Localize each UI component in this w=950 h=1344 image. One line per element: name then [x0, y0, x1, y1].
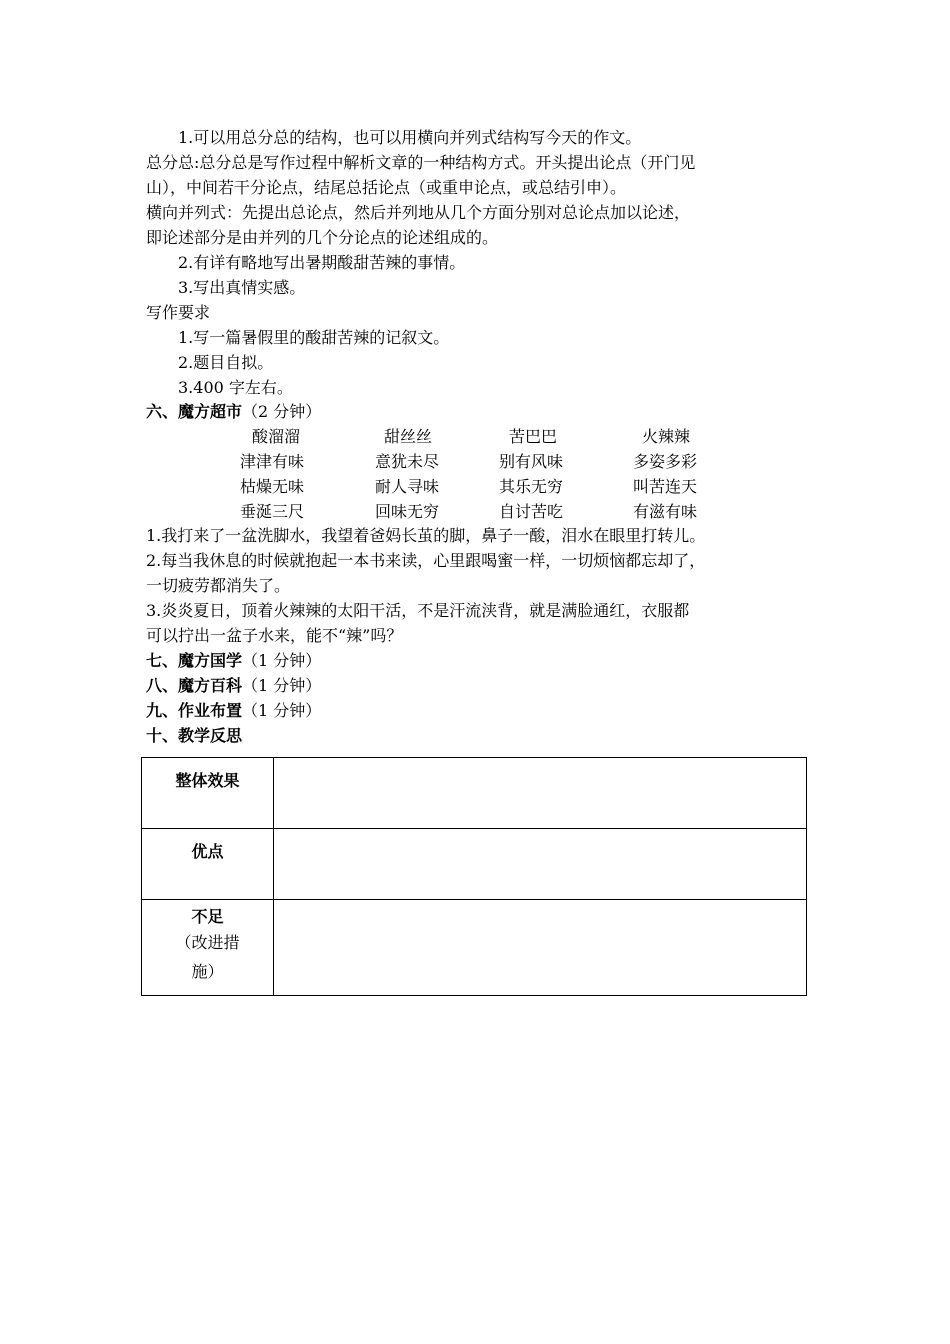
example-sentence-1: 1.我打来了一盆洗脚水，我望着爸妈长茧的脚，鼻子一酸，泪水在眼里打转儿。 — [146, 526, 706, 545]
section-7-time: （1 分钟） — [242, 651, 322, 670]
word-cell: 甜丝丝 — [384, 427, 433, 446]
weakness-label-cell — [142, 900, 274, 996]
intro-parallel-line1: 横向并列式：先提出总论点，然后并列地从几个方面分别对总论点加以论述， — [146, 203, 691, 222]
section-9-time: （1 分钟） — [242, 701, 322, 720]
word-cell: 意犹未尽 — [375, 452, 440, 471]
word-cell: 别有风味 — [499, 452, 564, 471]
word-cell: 其乐无穷 — [499, 477, 564, 496]
overall-effect-cell[interactable] — [274, 758, 807, 829]
strengths-label: 优点 — [142, 829, 274, 900]
word-cell: 回味无穷 — [375, 502, 440, 521]
weakness-cell[interactable] — [274, 900, 807, 996]
word-cell: 枯燥无味 — [240, 477, 305, 496]
requirement-item: 3.400 字左右。 — [178, 378, 293, 397]
word-cell: 耐人寻味 — [375, 477, 440, 496]
overall-effect-label: 整体效果 — [142, 758, 274, 829]
requirements-heading: 写作要求 — [146, 303, 211, 322]
section-7-heading — [146, 649, 321, 673]
section-9-heading — [146, 699, 321, 723]
word-cell: 自讨苦吃 — [499, 502, 564, 521]
word-cell: 苦巴巴 — [509, 427, 558, 446]
intro-parallel-line2: 即论述部分是由并列的几个分论点的论述组成的。 — [146, 228, 499, 247]
weakness-sub-label: （改进措 — [175, 933, 240, 952]
requirement-item: 1.写一篇暑假里的酸甜苦辣的记叙文。 — [178, 328, 450, 347]
requirement-item: 2.题目自拟。 — [178, 353, 274, 372]
word-cell: 垂涎三尺 — [240, 502, 305, 521]
example-sentence-3-line1: 3.炎炎夏日，顶着火辣辣的太阳干活，不是汗流浃背，就是满脸通红，衣服都 — [146, 601, 690, 620]
word-cell: 酸溜溜 — [252, 427, 301, 446]
intro-zongfenzong-line1: 总分总:总分总是写作过程中解析文章的一种结构方式。开头提出论点（开门见 — [146, 153, 696, 172]
section-8-title: 八、魔方百科 — [146, 676, 243, 695]
section-10-heading: 十、教学反思 — [146, 726, 243, 745]
weakness-label: 不足 — [191, 907, 224, 926]
section-6-time: （2 分钟） — [242, 402, 322, 421]
intro-zongfenzong-line2: 山），中间若干分论点，结尾总括论点（或重申论点，或总结引申）。 — [146, 178, 627, 197]
table-row — [142, 900, 807, 996]
intro-point-1: 1.可以用总分总的结构，也可以用横向并列式结构写今天的作文。 — [178, 128, 642, 147]
word-cell: 火辣辣 — [642, 427, 691, 446]
section-7-title: 七、魔方国学 — [146, 651, 243, 670]
table-row — [142, 758, 807, 829]
word-cell: 有滋有味 — [633, 502, 698, 521]
section-9-title: 九、作业布置 — [146, 701, 243, 720]
strengths-cell[interactable] — [274, 829, 807, 900]
weakness-sub-label: 施） — [191, 962, 224, 981]
example-sentence-2-line2: 一切疲劳都消失了。 — [146, 576, 291, 595]
section-8-time: （1 分钟） — [242, 676, 322, 695]
intro-point-3: 3.写出真情实感。 — [178, 278, 306, 297]
example-sentence-2-line1: 2.每当我休息的时候就抱起一本书来读，心里跟喝蜜一样，一切烦恼都忘却了， — [146, 551, 706, 570]
section-6-title: 六、魔方超市 — [146, 402, 243, 421]
example-sentence-3-line2: 可以拧出一盆子水来，能不“辣”吗？ — [146, 626, 403, 645]
word-cell: 多姿多彩 — [633, 452, 698, 471]
intro-point-2: 2.有详有略地写出暑期酸甜苦辣的事情。 — [178, 253, 466, 272]
table-row — [142, 829, 807, 900]
section-8-heading — [146, 674, 321, 698]
word-cell: 叫苦连天 — [633, 477, 698, 496]
word-cell: 津津有味 — [240, 452, 305, 471]
reflection-table — [141, 757, 807, 996]
section-6-heading — [146, 400, 321, 424]
